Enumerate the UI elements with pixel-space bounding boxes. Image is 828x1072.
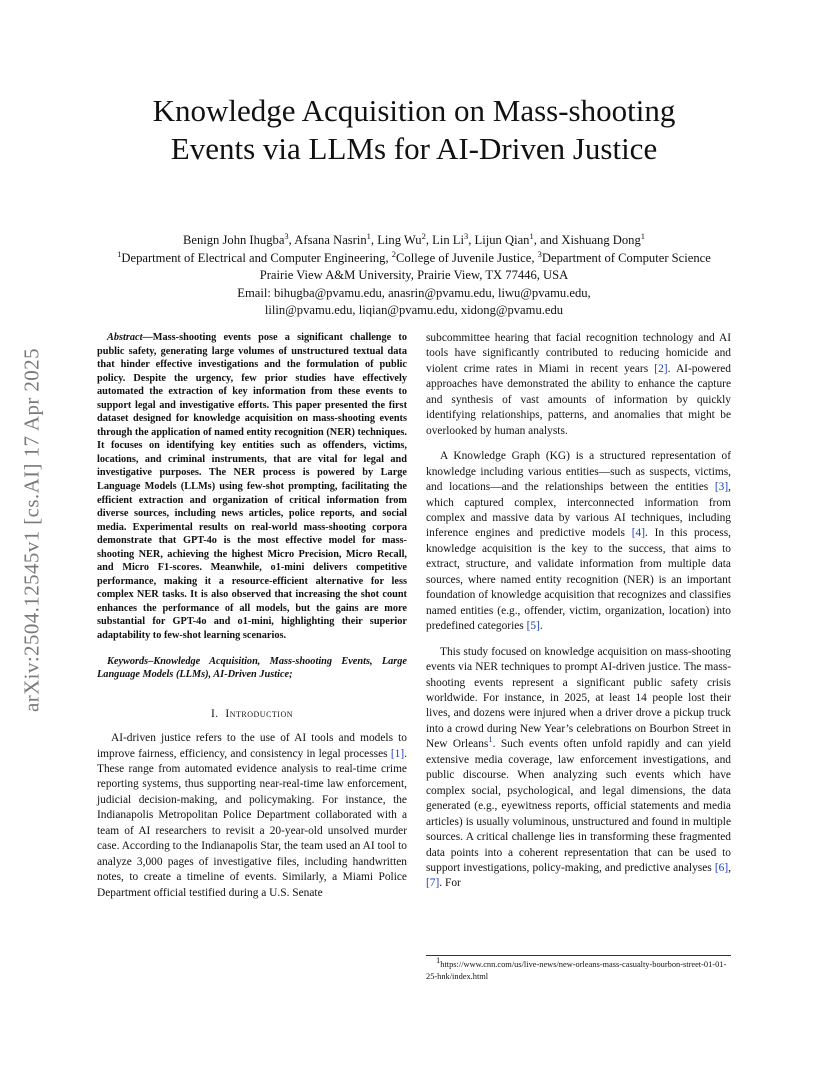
affil-mark: 1 [117, 248, 122, 259]
author-affil-mark: 3 [464, 230, 469, 241]
paper-title [80, 92, 748, 168]
author-name: Lin Li [432, 233, 464, 247]
author-name: Ling Wu [377, 233, 422, 247]
author-name: Xishuang Dong [561, 233, 641, 247]
affiliations-line-1 [80, 250, 748, 268]
affil-mark: 3 [537, 248, 542, 259]
section-title-text: Introduction [225, 707, 294, 720]
affil-mark: 2 [391, 248, 396, 259]
paragraph-text: This study focused on knowledge acquisition on mass-shooting events via NER techniques to prompt AI-driven justice. The mass-shooting events represent a significant public safety crisis worldwide. For instance, in 2025, at least 14 people lost their lives, and dozens were injured when a driver drove a pickup truck into a crowd during New Year’s celebrations on Bourbon Street in New Orleans [426, 645, 731, 751]
affiliation-cs: Department of Computer Science [541, 250, 711, 265]
citation-link[interactable]: [3] [714, 481, 729, 494]
left-column [97, 331, 407, 901]
section-heading-introduction [97, 707, 407, 722]
footnote [426, 955, 731, 982]
affiliations-line-2: Prairie View A&M University, Prairie View, TX 77446, USA [259, 268, 569, 282]
author-affil-mark: 2 [421, 230, 426, 241]
author-name: Afsana Nasrin [294, 233, 367, 247]
author-affil-mark: 1 [640, 230, 646, 241]
paragraph-text: subcommittee hearing that facial recognition technology and AI tools have significantly contributed to reducing homicide and violent crime rates in Miami in recent years [426, 332, 731, 375]
citation-link[interactable]: [6] [714, 861, 729, 874]
paragraph-text: . These range from automated evidence analysis to real-time crime reporting systems, thus supporting near-real-time law enforcement, judicial decision-making, and policymaking. For instance, the Indianapolis Metropolitan Police Department collaborated with a team of AI researchers to revisit a 20-year-old unsolved murder case. According to the Indianapolis Star, the team used an AI tool to analyze 3,000 pages of investigative files, including handwritten notes, to create a timeline of events. Similarly, a Miami Police Department official testified during a U.S. Senate [97, 747, 407, 899]
paragraph-text: , [728, 861, 731, 874]
author-affil-mark: 1 [366, 230, 371, 241]
citation-link[interactable]: [4] [631, 527, 645, 540]
email-line-1: Email: bihugba@pvamu.edu, anasrin@pvamu.edu, liwu@pvamu.edu, [237, 285, 591, 300]
intro-paragraph-this-study [426, 645, 731, 892]
right-column [426, 331, 731, 892]
footnote-mark[interactable]: 1 [488, 734, 493, 745]
footnote-url[interactable]: https://www.cnn.com/us/live-news/new-orleans-mass-casualty-bourbon-street-01-01-25-hnk/index.html [426, 960, 727, 981]
citation-link[interactable]: [2] [654, 362, 668, 375]
abstract-label: Abstract [107, 332, 143, 343]
intro-paragraph-1 [97, 731, 407, 901]
author-name: Benign John Ihugba [182, 233, 285, 247]
author-affil-mark: 3 [284, 230, 289, 241]
title-line-1: Knowledge Acquisition on Mass-shooting [152, 93, 676, 128]
paragraph-text: A Knowledge Graph (KG) is a structured representation of knowledge including various entities—such as suspects, victims, and locations—and the relationships between the entities [426, 450, 731, 494]
arxiv-sidebar [8, 290, 56, 770]
author-names: Benign John Ihugba$^3$, Afsana Nasrin$^1$, Ling Wu$^2$, Lin Li$^3$, Lijun Qian$^1$, and Xishuang Dong$^1$ [182, 230, 646, 247]
footnote-number: 1 [436, 955, 441, 966]
paragraph-text: . In this process, knowledge acquisition is the key to the success, that aims to extract, structure, and validate information from multiple data sources, where named entity recognition (NER) is an important foundation of knowledge acquisition that recognizes and classifies named entities (e.g., offender, victim, organization, location) into predefined categories [426, 527, 731, 633]
citation-link[interactable]: [5] [526, 620, 540, 633]
intro-paragraph-knowledge-graph [426, 449, 731, 634]
email-line-2: lilin@pvamu.edu, liqian@pvamu.edu, xidong@pvamu.edu [264, 303, 564, 317]
citation-link[interactable]: [1] [390, 747, 405, 760]
keywords: Keywords–Knowledge Acquisition, Mass-shooting Events, Large Language Models (LLMs), AI-Driven Justice; [97, 655, 407, 681]
paragraph-text: . Such events often unfold rapidly and can yield extensive media coverage, law enforcement investigations, and public discourse. When analyzing such events which have complex social, psychological, and legal dimensions, the data generated (e.g., eyewitness reports, official statements and media articles) is usually voluminous, unstructured and found in multiple sources. A critical challenge lies in transforming these fragmented data points into a coherent representation that can be used to support investigations, policy-making, and predictive analyses [426, 738, 731, 874]
author-name: Lijun Qian [474, 233, 530, 247]
paragraph-text: . AI-powered approaches have demonstrated the ability to enhance the capture and synthesis of vast amounts of information by quickly identifying relationships, patterns, and anomalies that might be overlooked by human analysts. [426, 362, 731, 437]
paragraph-text: AI-driven justice refers to the use of AI tools and models to improve fairness, efficiency, and consistency in legal processes [97, 732, 407, 760]
affiliation-ece: Department of Electrical and Computer Engineering, [121, 250, 392, 265]
intro-paragraph-continued [426, 331, 731, 439]
paragraph-text: . [539, 620, 543, 633]
author-block [80, 232, 748, 320]
section-numeral: I. [210, 707, 219, 720]
paragraph-text: . For [439, 877, 461, 890]
paragraph-text: , which captured complex, interconnected information from complex and massive data by various AI techniques, including inference engines and predictive models [426, 481, 731, 540]
author-affil-mark: 1 [529, 230, 534, 241]
citation-link[interactable]: [7] [426, 877, 440, 890]
abstract [97, 331, 407, 643]
abstract-text: —Mass-shooting events pose a significant challenge to public safety, generating large volumes of unstructured textual data that hinder effective investigations and the formulation of public policy. Despite the urgency, few prior studies have effectively automated the extraction of key information from these events to support legal and investigative efforts. This paper presented the first dataset designed for knowledge acquisition on mass-shooting events through the application of named entity recognition (NER) techniques. It focuses on identifying key entities such as offenders, victims, locations, and criminal instruments, that are vital for legal and investigative purposes. The NER process is powered by Large Language Models (LLMs) using few-shot prompting, facilitating the efficient extraction and organization of critical information from diverse sources, including news articles, police reports, and social media. Experimental results on real-world mass-shooting corpora demonstrate that GPT-4o is the most effective model for mass-shooting NER, achieving the highest Micro Precision, Micro Recall, and Micro F1-scores. Meanwhile, o1-mini delivers competitive performance, making it a resource-efficient alternative for less complex NER tasks. It is also observed that increasing the shot count enhances the performance of all models, but the gains are more substantial for GPT-4o and o1-mini, highlighting their superior adaptability to few-shot learning scenarios. [97, 332, 407, 642]
title-line-2: Events via LLMs for AI-Driven Justice [170, 131, 658, 166]
affiliation-juvenile-justice: College of Juvenile Justice, [396, 250, 538, 265]
arxiv-identifier: arXiv:2504.12545v1 [cs.AI] 17 Apr 2025 [19, 348, 44, 712]
